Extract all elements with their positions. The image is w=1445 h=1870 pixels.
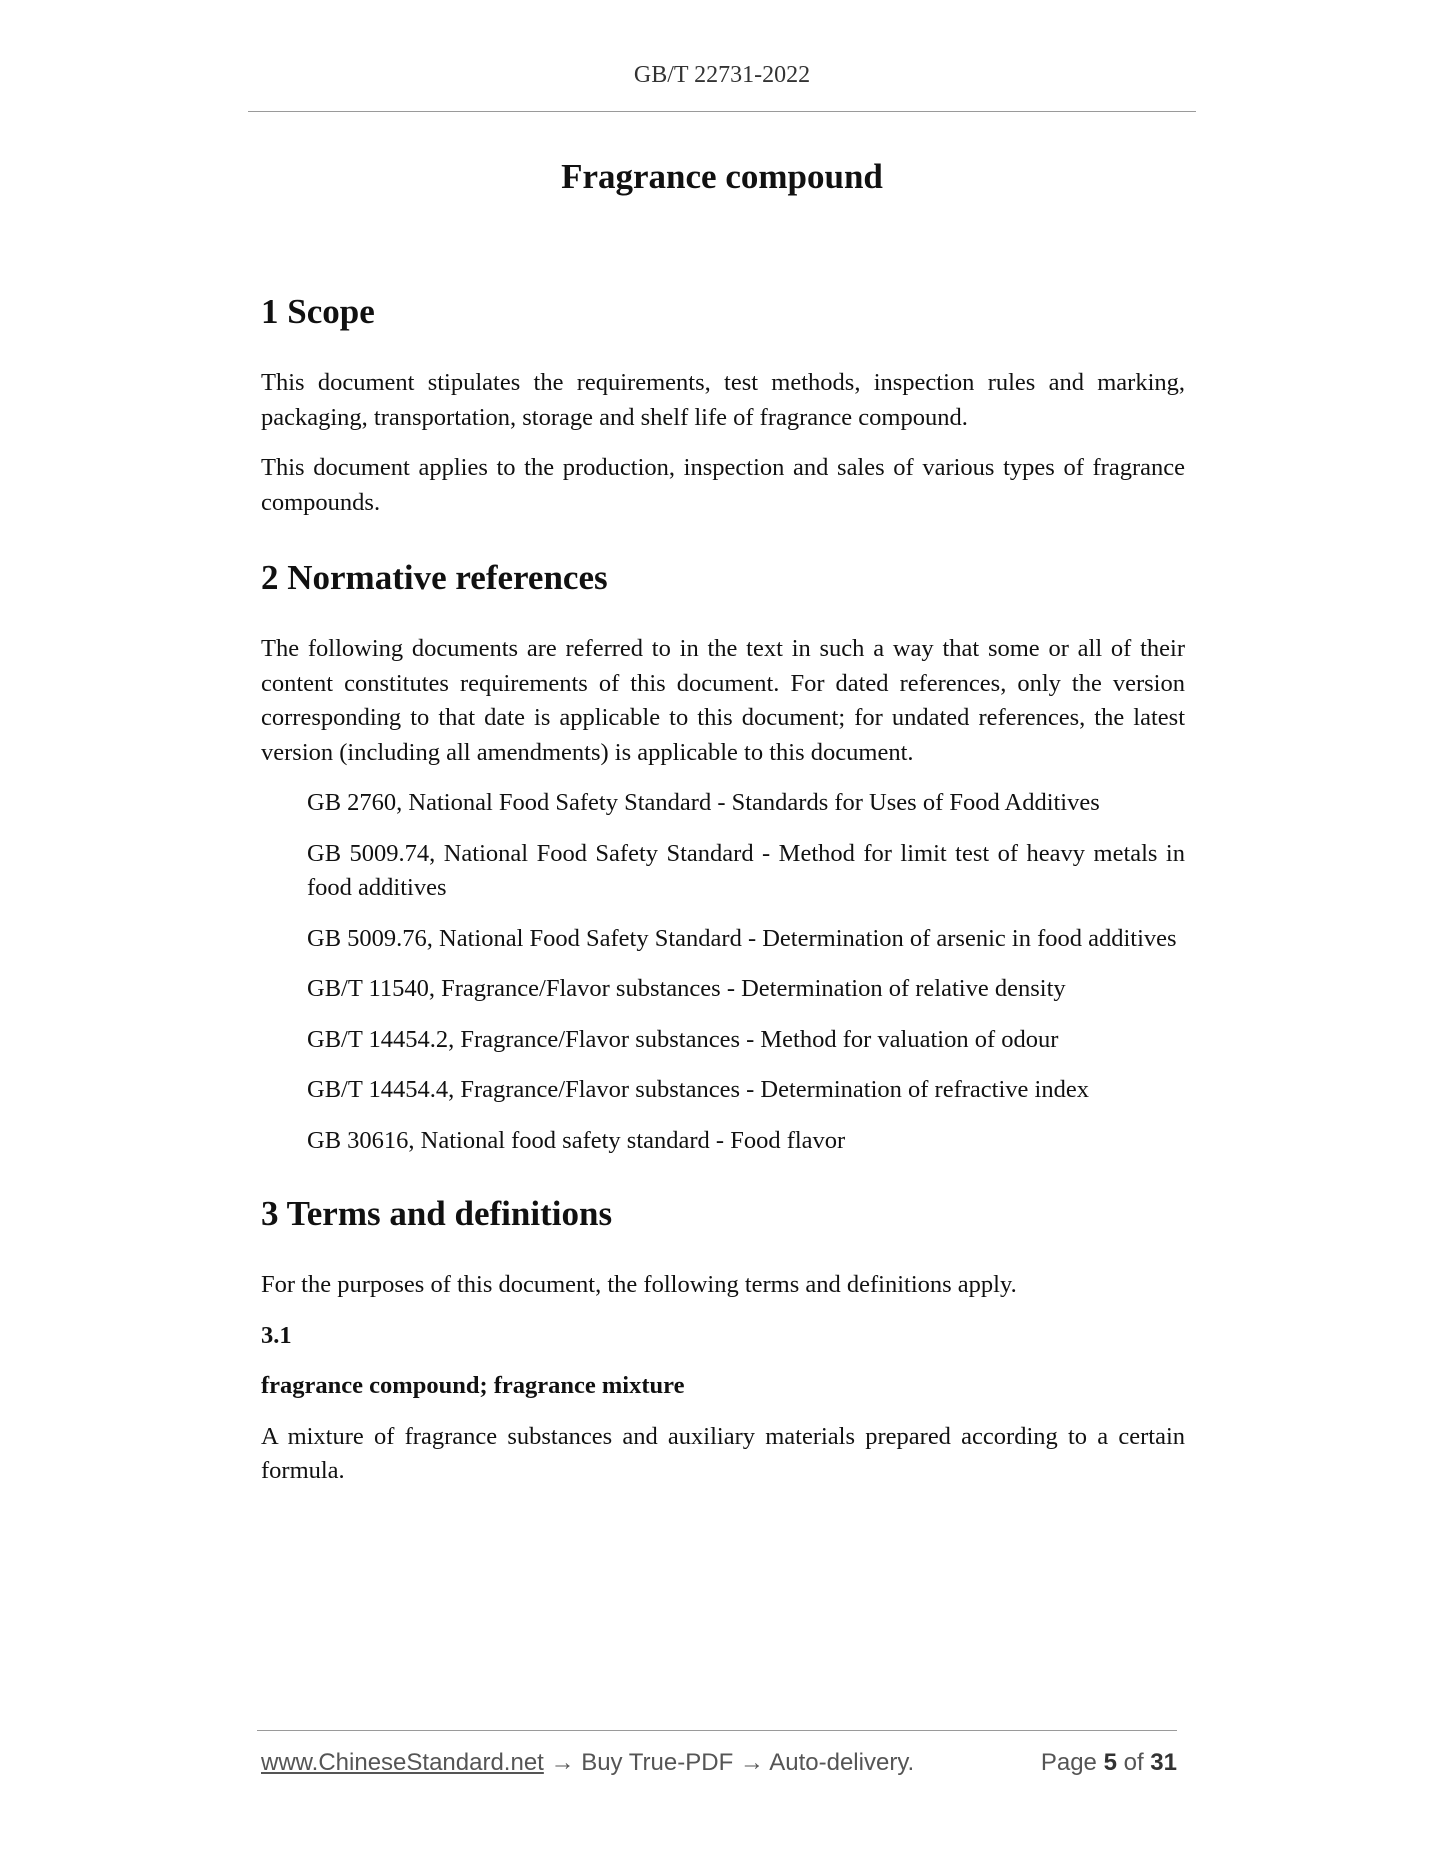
buy-true-pdf-text: Buy True-PDF (581, 1749, 734, 1776)
page-indicator (1041, 1747, 1177, 1779)
scope-paragraph-1: This document stipulates the requirements, test methods, inspection rules and marking, packaging, transportation, storage and shelf life of fragrance compound. (261, 369, 1185, 431)
page-label: Page (1040, 1749, 1097, 1776)
page-footer (261, 1747, 1177, 1779)
arrow-right-icon: → (739, 1749, 764, 1776)
section-heading-terms-definitions: 3 Terms and definitions (261, 1194, 613, 1233)
term-definition: A mixture of fragrance substances and auxiliary materials prepared according to a certain formula. (261, 1422, 1185, 1484)
section-heading-scope: 1 Scope (261, 292, 375, 331)
footer-divider (257, 1730, 1177, 1731)
reference-item: GB/T 14454.4, Fragrance/Flavor substances - Determination of refractive index (307, 1076, 1089, 1103)
scope-paragraph-2: This document applies to the production, inspection and sales of various types of fragrance compounds. (261, 454, 1185, 516)
reference-item: GB 2760, National Food Safety Standard - Standards for Uses of Food Additives (307, 789, 1100, 816)
term-name: fragrance compound; fragrance mixture (261, 1372, 685, 1399)
reference-item: GB/T 14454.2, Fragrance/Flavor substances - Method for valuation of odour (307, 1025, 1059, 1053)
section-heading-normative-references: 2 Normative references (261, 558, 608, 597)
term-number: 3.1 (261, 1321, 292, 1349)
document-body (261, 290, 1185, 1489)
arrow-right-icon: → (550, 1749, 575, 1776)
reference-item: GB 5009.76, National Food Safety Standard - Determination of arsenic in food additives (307, 924, 1177, 952)
reference-item: GB/T 11540, Fragrance/Flavor substances - Determination of relative density (307, 975, 1066, 1002)
reference-list (261, 786, 1185, 1158)
auto-delivery-text: Auto-delivery. (769, 1749, 915, 1776)
terms-intro-paragraph: For the purposes of this document, the following terms and definitions apply. (261, 1271, 1017, 1298)
total-pages: 31 (1150, 1749, 1177, 1776)
page-header-doc-code: GB/T 22731-2022 (633, 62, 811, 88)
header-divider (248, 111, 1196, 112)
current-page-number: 5 (1103, 1749, 1117, 1776)
reference-item: GB 5009.74, National Food Safety Standard - Method for limit test of heavy metals in food additives (307, 839, 1185, 901)
reference-item: GB 30616, National food safety standard - Food flavor (307, 1126, 846, 1154)
of-label: of (1123, 1749, 1144, 1776)
website-link[interactable]: www.ChineseStandard.net (261, 1749, 544, 1776)
normative-intro-paragraph: The following documents are referred to in the text in such a way that some or all of their content constitutes requirements of this document. For dated references, only the version corresponding to that date is applicable to this document; for undated references, the latest version (including all amendments) is applicable to this document. (261, 635, 1185, 766)
document-title: Fragrance compound (561, 157, 883, 196)
